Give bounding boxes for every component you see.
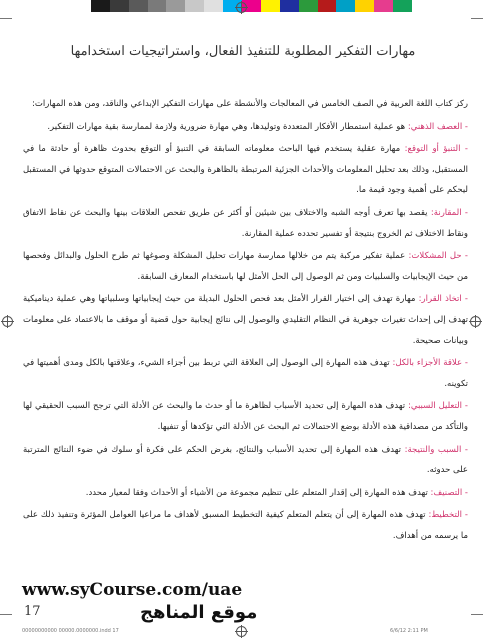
color-swatch — [72, 0, 91, 12]
skill-item — [23, 246, 468, 287]
registration-mark-icon — [470, 316, 481, 327]
page-title: مهارات التفكير المطلوبة للتنفيذ الفعال، واستراتيجيات استخدامها — [70, 44, 416, 59]
skill-description: تهدف هذه المهارة إلى أن يتعلم المتعلم كيفية التخطيط المسبق لأهداف ما مراعيا العوامل المؤثرة وتنفيذ ذلك على ما يرسمه من أهداف. — [23, 510, 468, 541]
color-swatch — [374, 0, 393, 12]
crop-mark — [0, 614, 12, 615]
skill-label: علاقة الأجزاء بالكل: — [392, 358, 463, 369]
bullet-dash: - — [461, 294, 468, 305]
skill-item — [23, 117, 468, 138]
skill-item — [23, 203, 468, 244]
bullet-dash: - — [462, 401, 468, 412]
crop-mark — [471, 614, 483, 615]
watermark-url: www.syCourse.com/uae — [22, 580, 243, 600]
skill-label: حل المشكلات: — [408, 251, 462, 262]
skill-description: مهارة تهدف إلى اختيار القرار الأمثل بعد فحص الحلول البديلة من حيث إيجابياتها وسلبياتها وهي عملية ديناميكية تهدف إلى إحداث تغيرات جوهرية في النظام التقليدي والوصول إلى نتائج إيجابية حول قضية أو موقف ما بالاعتماد على معلومات وبيانات صحيحة. — [23, 294, 468, 346]
skill-item — [23, 353, 468, 394]
skill-description: تهدف هذه المهارة إلى إقدار المتعلم على تنظيم مجموعة من الأشياء أو الأحداث وفقا لمعيار محدد. — [85, 487, 431, 498]
document-page — [18, 22, 468, 614]
color-swatch — [299, 0, 318, 12]
color-swatch — [280, 0, 299, 12]
skill-label: التعليل السببي: — [408, 401, 462, 412]
color-swatch — [393, 0, 412, 12]
crop-mark — [471, 18, 483, 19]
color-swatch — [185, 0, 204, 12]
registration-mark-icon — [236, 626, 247, 637]
color-swatch — [166, 0, 185, 12]
bullet-dash: - — [462, 358, 468, 369]
skill-item — [23, 289, 468, 351]
registration-mark-icon — [236, 2, 247, 13]
skills-list — [23, 117, 468, 547]
color-swatch — [261, 0, 280, 12]
registration-mark-icon — [2, 316, 13, 327]
skill-description: يقصد بها تعرف أوجه الشبه والاختلاف بين شيئين أو أكثر عن طريق تفحص العلاقات بينها والبحث عن نقاط الاتفاق ونقاط الاختلاف ثم الخروج بنتيجة أو تفسير تحدده عملية المقارنة. — [23, 207, 468, 239]
color-swatch — [204, 0, 223, 12]
skill-description: مهارة عقلية يستخدم فيها الباحث معلوماته السابقة في التنبؤ أو التوقع بحدوث ظاهرة أو حادثة ما في المستقبل، وذلك بعد تحليل المعلومات والأحداث الجزئية المرتبطة بالظاهرة والبحث عن الاحتمالات المتوقع حدوثها في المستقبل ليحكم على أهمية وجود قيمة ما. — [23, 144, 468, 196]
skill-item — [23, 440, 468, 481]
skill-label: العصف الذهني: — [407, 121, 463, 132]
bullet-dash: - — [461, 251, 468, 262]
page-number: 17 — [24, 604, 41, 619]
color-swatch — [129, 0, 148, 12]
bullet-dash: - — [461, 444, 468, 455]
skill-label: التخطيط: — [428, 510, 462, 521]
print-date-info: 6/6/12 2:11 PM — [390, 628, 428, 634]
skill-description: تهدف هذه المهارة إلى الوصول إلى العلاقة التي تربط بين أجزاء الشيء، وعلاقتها بالكل ومدى أهميتها في تكوينه. — [23, 358, 468, 389]
skill-label: التصنيف: — [430, 487, 463, 498]
skill-label: التنبؤ أو التوقع: — [404, 144, 461, 155]
skill-description: تهدف هذه المهارة إلى تحديد الأسباب لظاهرة ما أو حدث ما والبحث عن الأدلة التي ترجح السبب الحقيقي لها والتأكد من مصداقية هذه الأدلة بوضع الاحتمالات ثم البحث عن الأدلة التي تؤكدها أو تنفيها. — [23, 401, 468, 432]
skill-label: المقارنة: — [430, 207, 462, 218]
bullet-dash: - — [461, 510, 468, 521]
body-text — [23, 94, 468, 546]
bullet-dash: - — [460, 144, 468, 155]
skill-description: عملية تفكير مركبة يتم من خلالها ممارسة مهارات تحليل المشكلة وصوغها ثم طرح الحلول والبدائل وفحصها من حيث الإيجابيات والسلبيات ومن ثم الوصول إلى الحل الأمثل لها باستخدام المعارف السابقة. — [23, 251, 468, 282]
bullet-dash: - — [462, 121, 468, 132]
bullet-dash: - — [461, 207, 468, 218]
skill-label: اتخاذ القرار: — [418, 294, 462, 305]
color-swatch — [148, 0, 167, 12]
color-swatch — [110, 0, 129, 12]
skill-item — [23, 396, 468, 437]
skill-description: تهدف هذه المهارة إلى تحديد الأسباب والنتائج، بغرض الحكم على فكرة أو سلوك في ضوء النتائج المترتبة على حدوثه. — [23, 444, 468, 476]
color-swatch — [336, 0, 355, 12]
crop-mark — [0, 18, 12, 19]
color-swatch — [91, 0, 110, 12]
print-file-info: 00000000000 00000.0000000.indd 17 — [22, 628, 119, 634]
color-swatch — [318, 0, 337, 12]
skill-item — [23, 139, 468, 201]
intro-paragraph: ركز كتاب اللغة العربية في الصف الخامس في المعالجات والأنشطة على مهارات التفكير الإبداعي والناقد، ومن هذه المهارات: — [31, 99, 468, 109]
skill-description: هو عملية استمطار الأفكار المتعددة وتوليدها، وهي مهارة ضرورية ولازمة لممارسة بقية مهارات التفكير. — [47, 121, 408, 132]
color-swatch — [355, 0, 374, 12]
skill-item — [23, 505, 468, 546]
site-name: موقع المناهج — [140, 602, 258, 623]
skill-label: السبب والنتيجة: — [404, 444, 462, 455]
skill-item — [23, 483, 468, 504]
bullet-dash: - — [462, 487, 468, 498]
